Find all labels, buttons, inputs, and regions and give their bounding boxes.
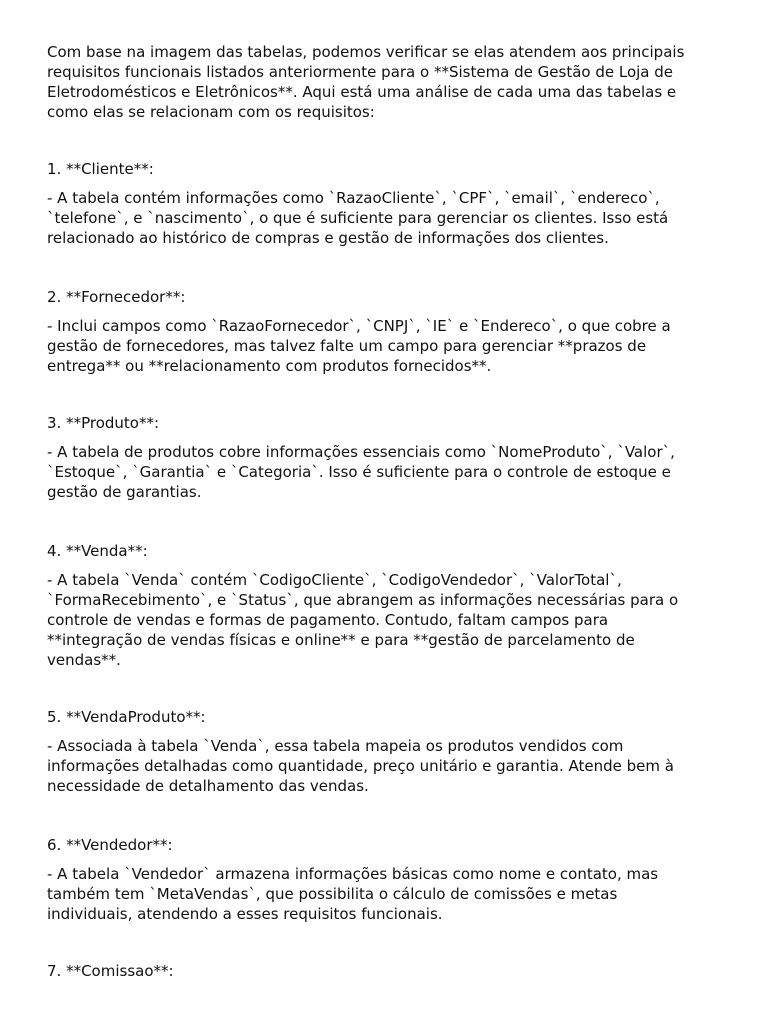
section-5-body: - Associada à tabela `Venda`, essa tabela mapeia os produtos vendidos com informações detalhadas como quantidade, preço unitário e garantia. Atende bem à necessidade de detalhamento das vendas. bbox=[47, 737, 674, 795]
section-1-body: - A tabela contém informações como `RazaoCliente`, `CPF`, `email`, `endereco`, `telefone`, e `nascimento`, o que é suficiente para gerenciar os clientes. Isso está relacionado ao histórico de compras e gestão de informações dos clientes. bbox=[47, 189, 669, 247]
section-2-heading: 2. **Fornecedor**: bbox=[47, 288, 186, 306]
section-7-heading: 7. **Comissao**: bbox=[47, 962, 174, 980]
section-3-body: - A tabela de produtos cobre informações essenciais como `NomeProduto`, `Valor`, `Estoque`, `Garantia` e `Categoria`. Isso é suficiente para o controle de estoque e gestão de garantias. bbox=[47, 443, 675, 501]
section-1-heading: 1. **Cliente**: bbox=[47, 160, 154, 178]
section-2-body: - Inclui campos como `RazaoFornecedor`, `CNPJ`, `IE` e `Endereco`, o que cobre a gestão de fornecedores, mas talvez falte um campo para gerenciar **prazos de entrega** ou **relacionamento com produtos fornecidos**. bbox=[47, 317, 671, 375]
section-6-body: - A tabela `Vendedor` armazena informações básicas como nome e contato, mas também tem `MetaVendas`, que possibilita o cálculo de comissões e metas individuais, atendendo a esses requisitos funcionais. bbox=[47, 865, 659, 923]
section-4-body: - A tabela `Venda` contém `CodigoCliente`, `CodigoVendedor`, `ValorTotal`, `FormaRecebimento`, e `Status`, que abrangem as informações necessárias para o controle de vendas e formas de pagamento. Contudo, faltam campos para **integração de vendas físicas e online** e para **gestão de parcelamento de vendas**. bbox=[47, 571, 679, 669]
section-6-heading: 6. **Vendedor**: bbox=[47, 836, 173, 854]
section-3-heading: 3. **Produto**: bbox=[47, 414, 160, 432]
intro-paragraph: Com base na imagem das tabelas, podemos verificar se elas atendem aos principais requisitos funcionais listados anteriormente para o **Sistema de Gestão de Loja de Eletrodomésticos e Eletrônicos**. Aqui está uma análise de cada uma das tabelas e como elas se relacionam com os requisitos: bbox=[47, 43, 685, 121]
section-5-heading: 5. **VendaProduto**: bbox=[47, 708, 206, 726]
section-4-heading: 4. **Venda**: bbox=[47, 542, 148, 560]
